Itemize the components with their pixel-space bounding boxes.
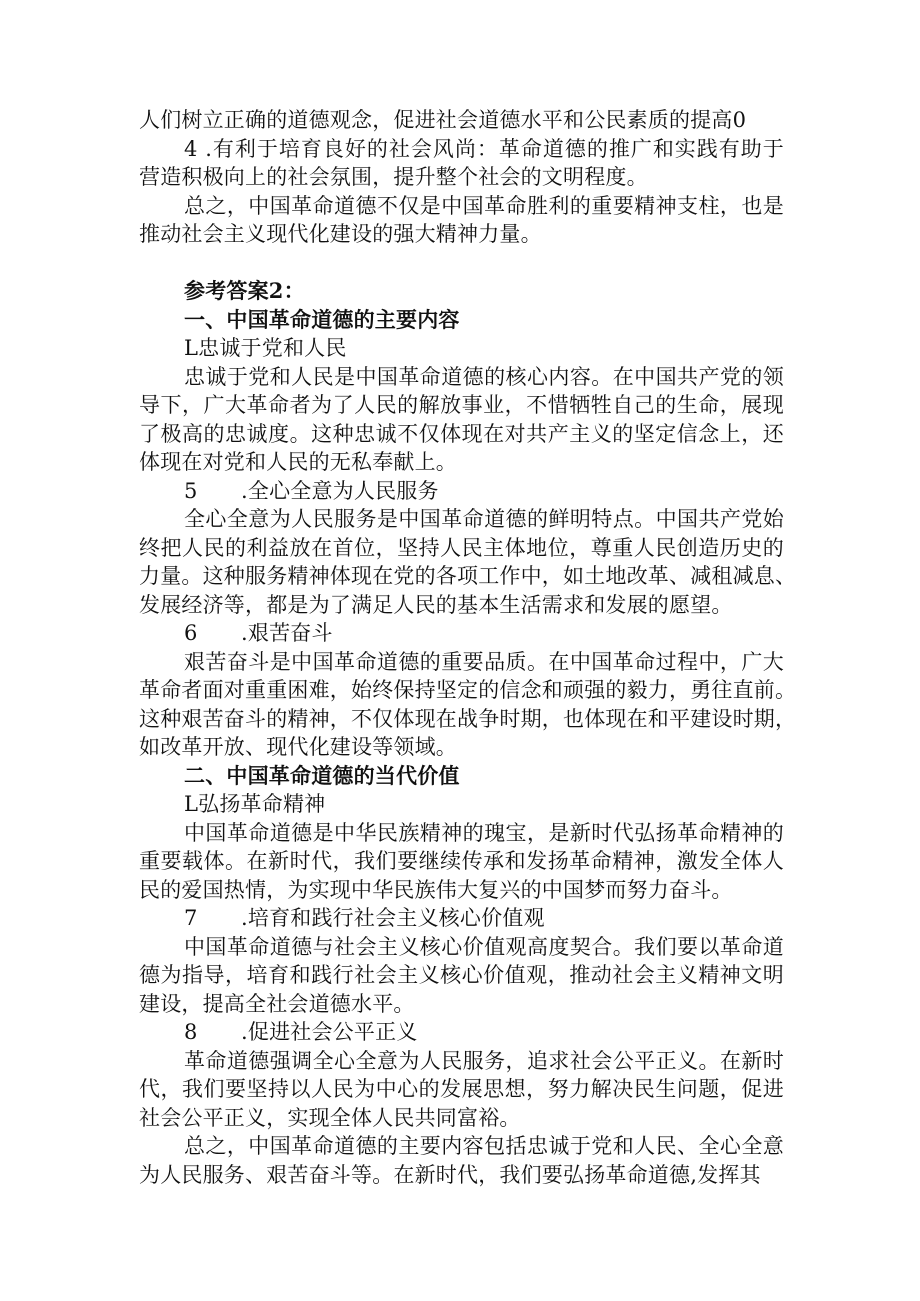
item-number: 7 <box>184 906 198 930</box>
item-title <box>139 619 784 648</box>
text-line: 建设，提高全社会道德水平。 <box>139 991 415 1016</box>
text-line: 中国革命道德与社会主义核心价值观高度契合。我们要以革命道 <box>184 934 784 959</box>
item-title <box>139 904 784 933</box>
text-line: 德为指导，培育和践行社会主义核心价值观，推动社会主义精神文明 <box>139 963 784 987</box>
text-line: 总之，中国革命道德不仅是中国革命胜利的重要精神支柱，也是 <box>184 193 784 218</box>
text-line: 终把人民的利益放在首位，坚持人民主体地位，尊重人民创造历史的 <box>139 535 784 560</box>
text-line: 总之，中国革命道德的主要内容包括忠诚于党和人民、全心全意 <box>184 1134 784 1158</box>
section-heading-2: 二、中国革命道德的当代价值 <box>184 762 460 788</box>
item-title-text: .培育和践行社会主义核心价值观 <box>241 906 545 930</box>
section-heading-1: 一、中国革命道德的主要内容 <box>184 306 460 332</box>
text-line: 人们树立正确的道德观念，促进社会道德水平和公民素质的提高0 <box>139 108 747 132</box>
text-line: 营造积极向上的社会氛围，提升整个社会的文明程度。 <box>139 165 648 189</box>
item-title: L弘扬革命精神 <box>184 792 326 816</box>
text-line: 忠诚于党和人民是中国革命道德的核心内容。在中国共产党的领 <box>184 364 784 389</box>
item-title: L忠诚于党和人民 <box>184 336 347 360</box>
text-line: 推动社会主义现代化建设的强大精神力量。 <box>139 222 542 246</box>
document-page <box>139 106 797 1189</box>
text-line: 重要载体。在新时代，我们要继续传承和发扬革命精神，激发全体人 <box>139 849 784 873</box>
text-line: 社会公平正义，实现全体人民共同富裕。 <box>139 1105 521 1130</box>
text-line: 导下，广大革命者为了人民的解放事业，不惜牺牲自己的生命，展现 <box>139 393 784 417</box>
item-title <box>139 1018 784 1047</box>
text-line: 体现在对党和人民的无私奉献上。 <box>139 450 457 474</box>
item-number: 5 <box>184 478 198 503</box>
text-line: 这种艰苦奋斗的精神，不仅体现在战争时期，也体现在和平建设时期， <box>139 706 797 731</box>
text-line: 如改革开放、现代化建设等领域。 <box>139 735 457 759</box>
item-title-text: .艰苦奋斗 <box>241 621 333 645</box>
item-title-text: .全心全意为人民服务 <box>241 478 439 503</box>
text-line: 革命者面对重重困难，始终保持坚定的信念和顽强的毅力，勇往直前。 <box>139 678 797 702</box>
text-line: 为人民服务、艰苦奋斗等。在新时代，我们要弘扬革命道德,发挥其 <box>139 1162 761 1187</box>
item-title <box>139 477 784 506</box>
paragraph-gap <box>139 249 784 278</box>
item-title-text: .促进社会公平正义 <box>241 1020 418 1044</box>
text-line: 民的爱国热情，为实现中华民族伟大复兴的中国梦而努力奋斗。 <box>139 877 733 902</box>
text-line: 4 .有利于培育良好的社会风尚：革命道德的推广和实践有助于 <box>184 136 784 161</box>
text-line: 力量。这种服务精神体现在党的各项工作中，如土地改革、减租减息、 <box>139 564 797 588</box>
text-line: 全心全意为人民服务是中国革命道德的鲜明特点。中国共产党始 <box>184 507 784 531</box>
text-line: 代，我们要坚持以人民为中心的发展思想，努力解决民生问题，促进 <box>139 1077 784 1101</box>
text-line: 了极高的忠诚度。这种忠诚不仅体现在对共产主义的坚定信念上，还 <box>139 421 784 446</box>
text-line: 艰苦奋斗是中国革命道德的重要品质。在中国革命过程中，广大 <box>184 649 784 674</box>
text-line: 革命道德强调全心全意为人民服务，追求社会公平正义。在新时 <box>184 1048 784 1073</box>
item-number: 8 <box>184 1020 198 1044</box>
answer-label: 参考答案2： <box>184 278 305 303</box>
text-line: 中国革命道德是中华民族精神的瑰宝，是新时代弘扬革命精神的 <box>184 820 784 845</box>
item-number: 6 <box>184 621 198 645</box>
text-line: 发展经济等，都是为了满足人民的基本生活需求和发展的愿望。 <box>139 592 733 617</box>
